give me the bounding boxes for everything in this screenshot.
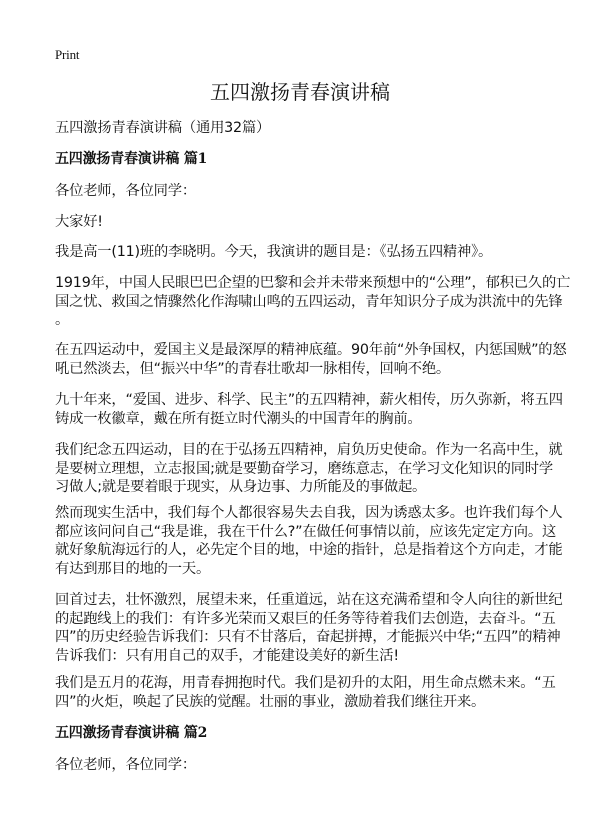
paragraph-line: 是要树立理想，立志报国;就是要勤奋学习，磨练意志，在学习文化知识的同时学 bbox=[55, 460, 554, 477]
paragraph-line: 都应该问问自己“我是谁，我在干什么?”在做任何事情以前，应该先定定方向。这 bbox=[55, 523, 557, 540]
paragraph-line: 我是高一(11)班的李晓明。今天，我演讲的题目是：《弘扬五四精神》。 bbox=[55, 244, 493, 260]
hello: 大家好! bbox=[55, 214, 103, 230]
paragraph bbox=[55, 591, 563, 666]
page-title: 五四激扬青春演讲稿 bbox=[210, 80, 390, 104]
greeting: 各位老师，各位同学： bbox=[55, 183, 196, 199]
paragraph-line: 国之忧、救国之情骤然化作海啸山鸣的五四运动，青年知识分子成为洪流中的先锋 bbox=[55, 293, 563, 310]
paragraph bbox=[55, 391, 563, 428]
section-heading-2: 五四激扬青春演讲稿 篇2 bbox=[55, 725, 208, 741]
print-label: Print bbox=[55, 47, 80, 62]
paragraph bbox=[55, 674, 555, 711]
section-heading-1: 五四激扬青春演讲稿 篇1 bbox=[55, 151, 208, 167]
greeting-2: 各位老师，各位同学： bbox=[55, 757, 196, 773]
paragraph-line: 有达到那目的地的一天。 bbox=[55, 561, 211, 578]
paragraph-line: 在五四运动中，爱国主义是最深厚的精神底蕴。90年前“外争国权，内惩国贼”的怒 bbox=[55, 342, 567, 358]
paragraph-line: 的起跑线上的我们：有许多光荣而又艰巨的任务等待着我们去创造，去奋斗。“五 bbox=[55, 610, 556, 627]
paragraph-line: 习做人;就是要着眼于现实，从身边事、力所能及的事做起。 bbox=[55, 479, 427, 496]
paragraph bbox=[55, 341, 567, 378]
paragraph-line: 铸成一枚徽章，戴在所有挺立时代潮头的中国青年的胸前。 bbox=[55, 410, 422, 427]
paragraph bbox=[55, 274, 571, 330]
paragraph-line: 四”的火炬，唤起了民族的觉醒。壮丽的事业，激励着我们继往开来。 bbox=[55, 693, 486, 710]
document-subtitle: 五四激扬青春演讲稿（通用32篇） bbox=[55, 120, 271, 136]
paragraph bbox=[55, 504, 563, 579]
paragraph-line: 。 bbox=[55, 312, 70, 329]
paragraph-line: 然而现实生活中，我们每个人都很容易失去自我，因为诱惑太多。也许我们每个人 bbox=[55, 505, 563, 521]
paragraph-line: 就好象航海远行的人，必先定个目的地，中途的指针，总是指着这个方向走，才能 bbox=[55, 542, 563, 559]
paragraph bbox=[55, 441, 563, 497]
paragraph-line: 四”的历史经验告诉我们：只有不甘落后，奋起拼搏，才能振兴中华;“五四”的精神 bbox=[55, 629, 561, 646]
paragraph-line: 吼已然淡去，但“振兴中华”的青春壮歌却一脉相传，回响不绝。 bbox=[55, 360, 451, 377]
paragraph-line: 我们是五月的花海，用青春拥抱时代。我们是初升的太阳，用生命点燃未来。“五 bbox=[55, 675, 556, 691]
paragraph-line: 九十年来，“爱国、进步、科学、民主”的五四精神，薪火相传，历久弥新，将五四 bbox=[55, 392, 563, 408]
paragraph bbox=[55, 243, 555, 262]
paragraph-line: 告诉我们：只有用自己的双手，才能建设美好的新生活! bbox=[55, 648, 399, 665]
paragraph-line: 回首过去，壮怀激烈，展望未来，任重道远，站在这充满希望和令人向往的新世纪 bbox=[55, 592, 563, 608]
paragraph-line: 我们纪念五四运动，目的在于弘扬五四精神，肩负历史使命。作为一名高中生，就 bbox=[55, 442, 563, 458]
paragraph-line: 1919年，中国人民眼巴巴企望的巴黎和会并未带来预想中的“公理”，郁积已久的亡 bbox=[55, 275, 571, 291]
